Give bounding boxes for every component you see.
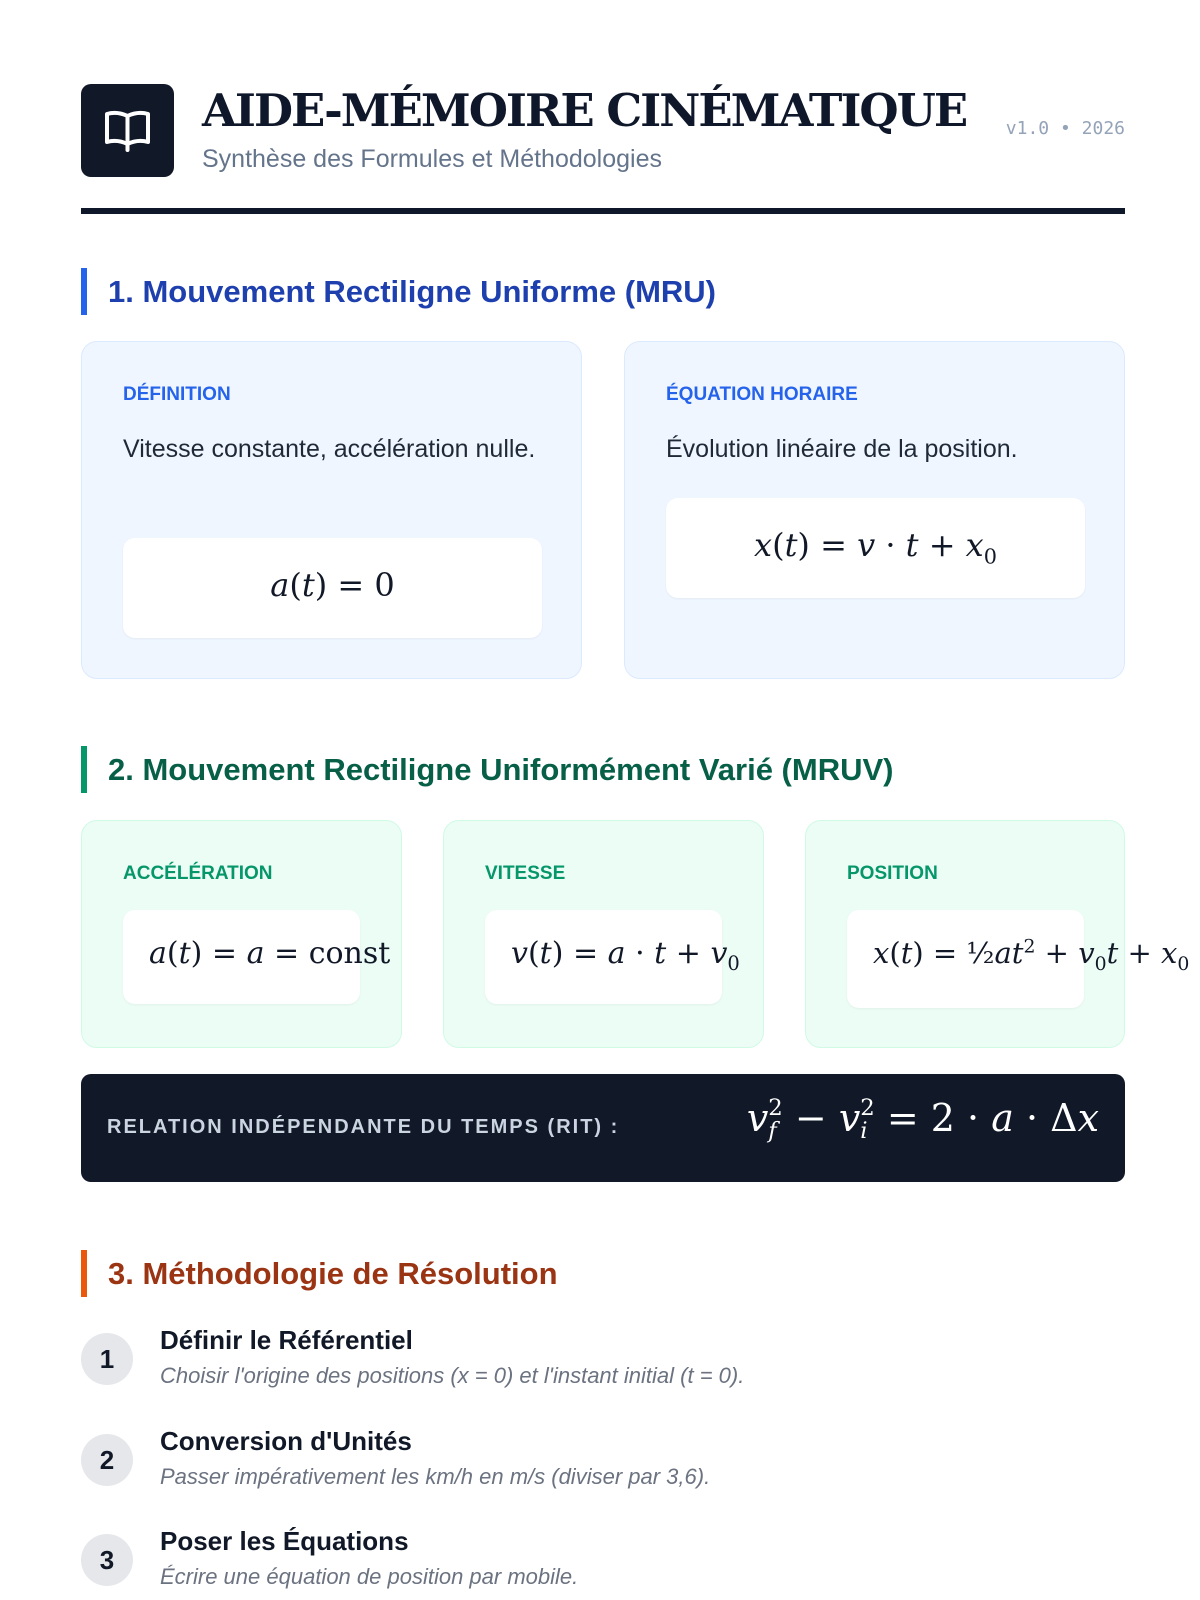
- page-title: AIDE-MÉMOIRE CINÉMATIQUE: [202, 84, 967, 137]
- section-heading-mruv: [81, 746, 893, 793]
- step-title: Définir le Référentiel: [160, 1325, 413, 1355]
- formula-mruv-velocity: $v(t) = a \cdot t + v_0$: [511, 936, 740, 975]
- section-heading-mru: [81, 268, 716, 315]
- step-description: Passer impérativement les km/h en m/s (diviser par 3,6).: [160, 1464, 711, 1489]
- rit-label: RELATION INDÉPENDANTE DU TEMPS (RIT) :: [107, 1116, 620, 1138]
- section-heading-text: 3. Méthodologie de Résolution: [108, 1256, 558, 1291]
- step-title: Conversion d'Unités: [160, 1426, 412, 1456]
- card-label: VITESSE: [485, 863, 566, 884]
- card-label: DÉFINITION: [123, 384, 231, 405]
- step-number-badge: 2: [81, 1434, 133, 1486]
- section-accent-bar: [81, 1250, 87, 1297]
- version-label: v1.0 • 2026: [1005, 118, 1125, 139]
- card-text: Vitesse constante, accélération nulle.: [123, 435, 536, 463]
- card-equation-horaire: [624, 341, 1125, 679]
- card-acceleration: [81, 820, 402, 1048]
- formula-mru-acceleration: a(t) = 0: [270, 566, 395, 604]
- card-label: POSITION: [847, 863, 938, 884]
- step-description: Écrire une équation de position par mobile.: [160, 1564, 579, 1589]
- formula-box: [847, 910, 1190, 1008]
- formula-rit: v 2 f − v 2 i = 2 · a · Δx: [746, 1094, 1099, 1144]
- card-label: ÉQUATION HORAIRE: [666, 384, 858, 405]
- method-step: [81, 1325, 1125, 1405]
- open-book-icon: [103, 108, 152, 153]
- section-accent-bar: [81, 746, 87, 793]
- page-header: [81, 84, 1125, 214]
- card-text: Évolution linéaire de la position.: [666, 435, 1018, 463]
- section-accent-bar: [81, 268, 87, 315]
- method-step: [81, 1526, 1125, 1600]
- formula-box: [666, 498, 1085, 598]
- step-title: Poser les Équations: [160, 1526, 409, 1556]
- section-heading-text: 2. Mouvement Rectiligne Uniformément Varié (MRUV): [108, 752, 894, 787]
- section-heading-text: 1. Mouvement Rectiligne Uniforme (MRU): [108, 274, 716, 309]
- formula-box: [123, 910, 391, 1004]
- method-step: [81, 1426, 1125, 1506]
- logo: [81, 84, 174, 177]
- rit-banner: [81, 1074, 1125, 1182]
- formula-box: [123, 538, 542, 638]
- page-subtitle: Synthèse des Formules et Méthodologies: [202, 145, 662, 173]
- formula-mruv-position: $x(t) = \frac{1}{2}at^2 + v_0t + x_0$: [873, 936, 1190, 975]
- formula-mruv-acceleration: a(t) = a = const: [149, 936, 391, 971]
- card-label: ACCÉLÉRATION: [123, 863, 273, 884]
- step-number-badge: 3: [81, 1534, 133, 1586]
- card-definition: [81, 341, 582, 679]
- header-divider: [81, 208, 1125, 214]
- card-position: [805, 820, 1190, 1048]
- formula-mru-position: $x(t) = v \cdot t + x_0$: [754, 526, 997, 569]
- step-number-badge: 1: [81, 1333, 133, 1385]
- card-vitesse: [443, 820, 764, 1048]
- section-heading-method: [81, 1250, 558, 1297]
- formula-box: [485, 910, 740, 1004]
- step-description: Choisir l'origine des positions (x = 0) et l'instant initial (t = 0).: [160, 1363, 745, 1388]
